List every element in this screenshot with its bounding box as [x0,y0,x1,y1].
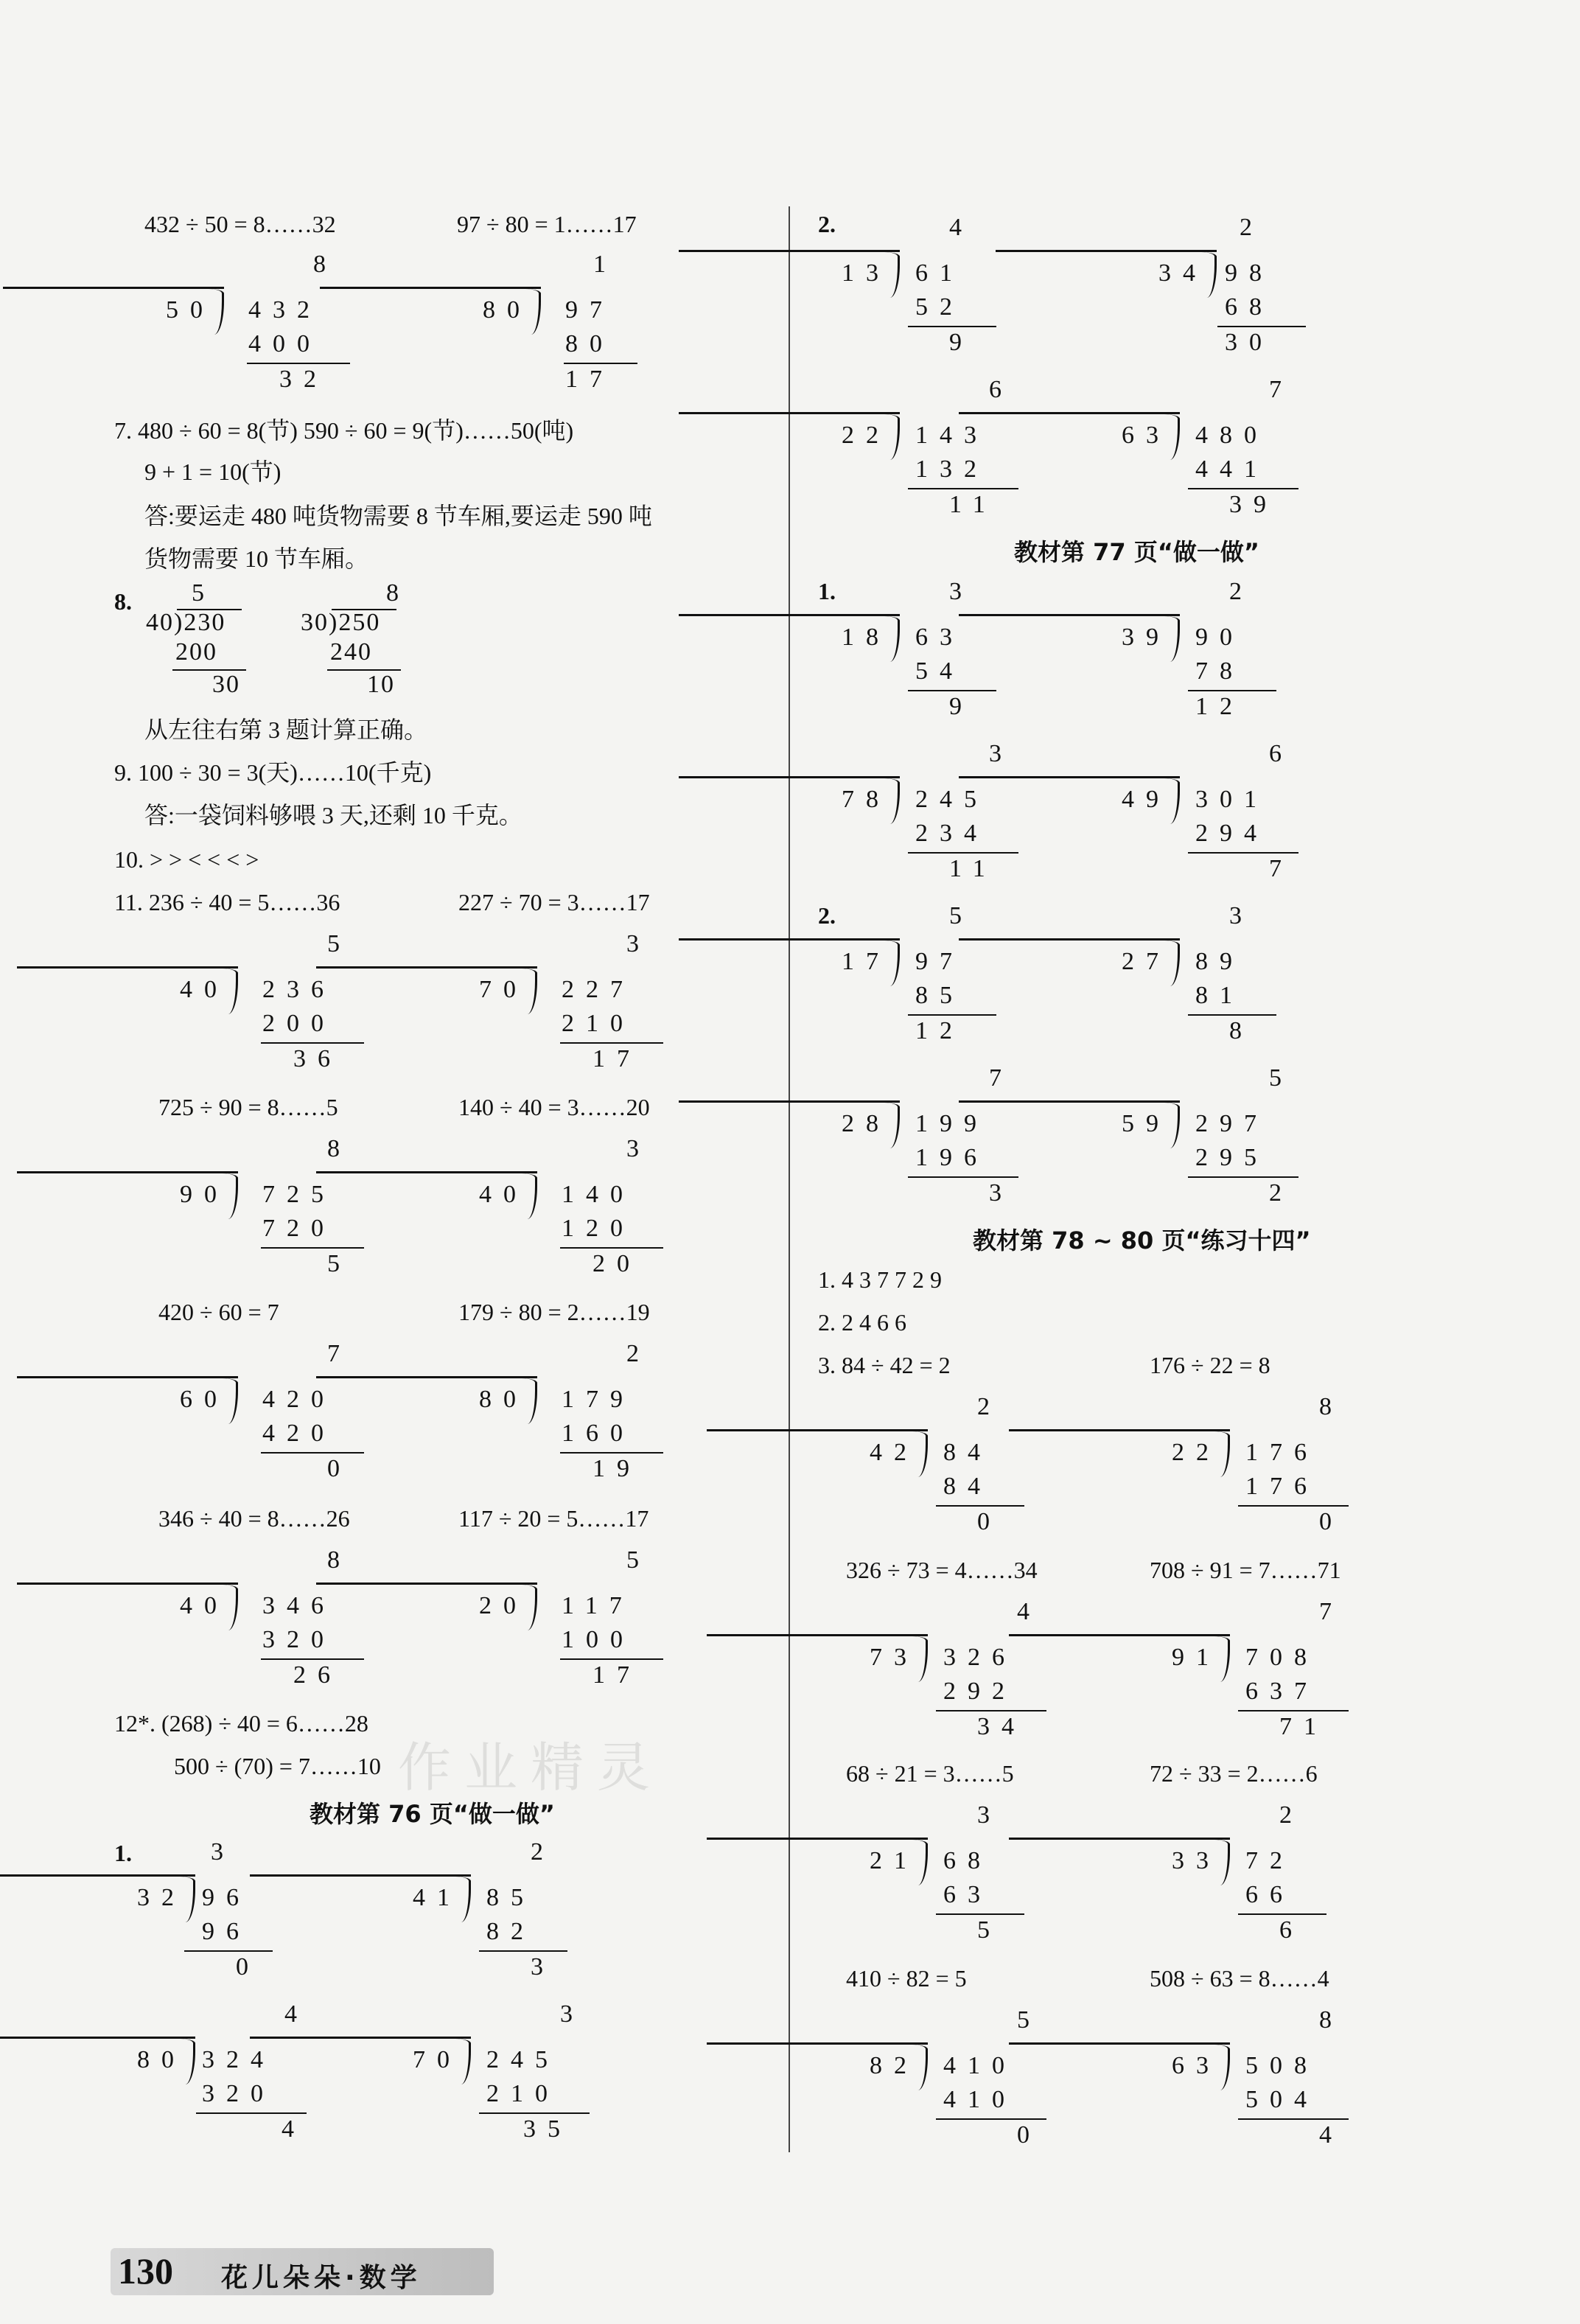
equation: 227 ÷ 70 = 3……17 [458,889,650,915]
equation: 176 ÷ 22 = 8 [1150,1352,1270,1378]
q7-answer: 货物需要 10 节车厢。 [144,545,369,572]
answer-list: 1. 4 3 7 7 2 9 [818,1266,942,1293]
equation: 326 ÷ 73 = 4……34 [846,1557,1038,1583]
q7-line2: 9 + 1 = 10(节) [144,458,282,485]
page-number: 130 [118,2250,173,2292]
q12-line1: 12*. (268) ÷ 40 = 6……28 [114,1710,368,1737]
column-divider [789,206,790,2152]
equation: 117 ÷ 20 = 5……17 [458,1505,649,1532]
equation: 410 ÷ 82 = 5 [846,1965,967,1992]
q8-label: 8. [114,588,132,615]
equation: 11. 236 ÷ 40 = 5……36 [114,889,340,915]
question-number: 2. [818,902,836,929]
equation: 432 ÷ 50 = 8……32 [144,211,336,237]
question-number: 1. [114,1840,132,1866]
equation: 179 ÷ 80 = 2……19 [458,1299,650,1325]
equation: 68 ÷ 21 = 3……5 [846,1760,1014,1787]
section-heading: 教材第 76 页“做一做” [310,1800,555,1828]
equation: 420 ÷ 60 = 7 [158,1299,279,1325]
equation: 508 ÷ 63 = 8……4 [1150,1965,1329,1992]
footer-title: 花儿朵朵·数学 [221,2263,422,2293]
section-heading: 教材第 77 页“做一做” [1014,538,1259,566]
q10-comparisons: 10. > > < < < > [114,846,259,873]
watermark: 作业精灵 [398,1737,664,1798]
q9-line: 9. 100 ÷ 30 = 3(天)……10(千克) [114,759,432,786]
q8-note: 从左往右第 3 题计算正确。 [144,716,428,743]
section-heading: 教材第 78 ~ 80 页“练习十四” [973,1226,1311,1255]
question-number: 2. [818,211,836,237]
q12-line2: 500 ÷ (70) = 7……10 [174,1753,381,1779]
equation: 725 ÷ 90 = 8……5 [158,1094,338,1120]
equation: 72 ÷ 33 = 2……6 [1150,1760,1318,1787]
answer-list: 2. 2 4 6 6 [818,1309,906,1336]
q9-answer: 答:一袋饲料够喂 3 天,还剩 10 千克。 [144,802,522,828]
equation: 3. 84 ÷ 42 = 2 [818,1352,951,1378]
equation: 97 ÷ 80 = 1……17 [457,211,637,237]
question-number: 1. [818,578,836,604]
equation: 140 ÷ 40 = 3……20 [458,1094,650,1120]
equation: 708 ÷ 91 = 7……71 [1150,1557,1341,1583]
equation: 346 ÷ 40 = 8……26 [158,1505,350,1532]
q7-line1: 7. 480 ÷ 60 = 8(节) 590 ÷ 60 = 9(节)……50(吨) [114,417,574,444]
q7-answer: 答:要运走 480 吨货物需要 8 节车厢,要运走 590 吨 [144,503,652,529]
